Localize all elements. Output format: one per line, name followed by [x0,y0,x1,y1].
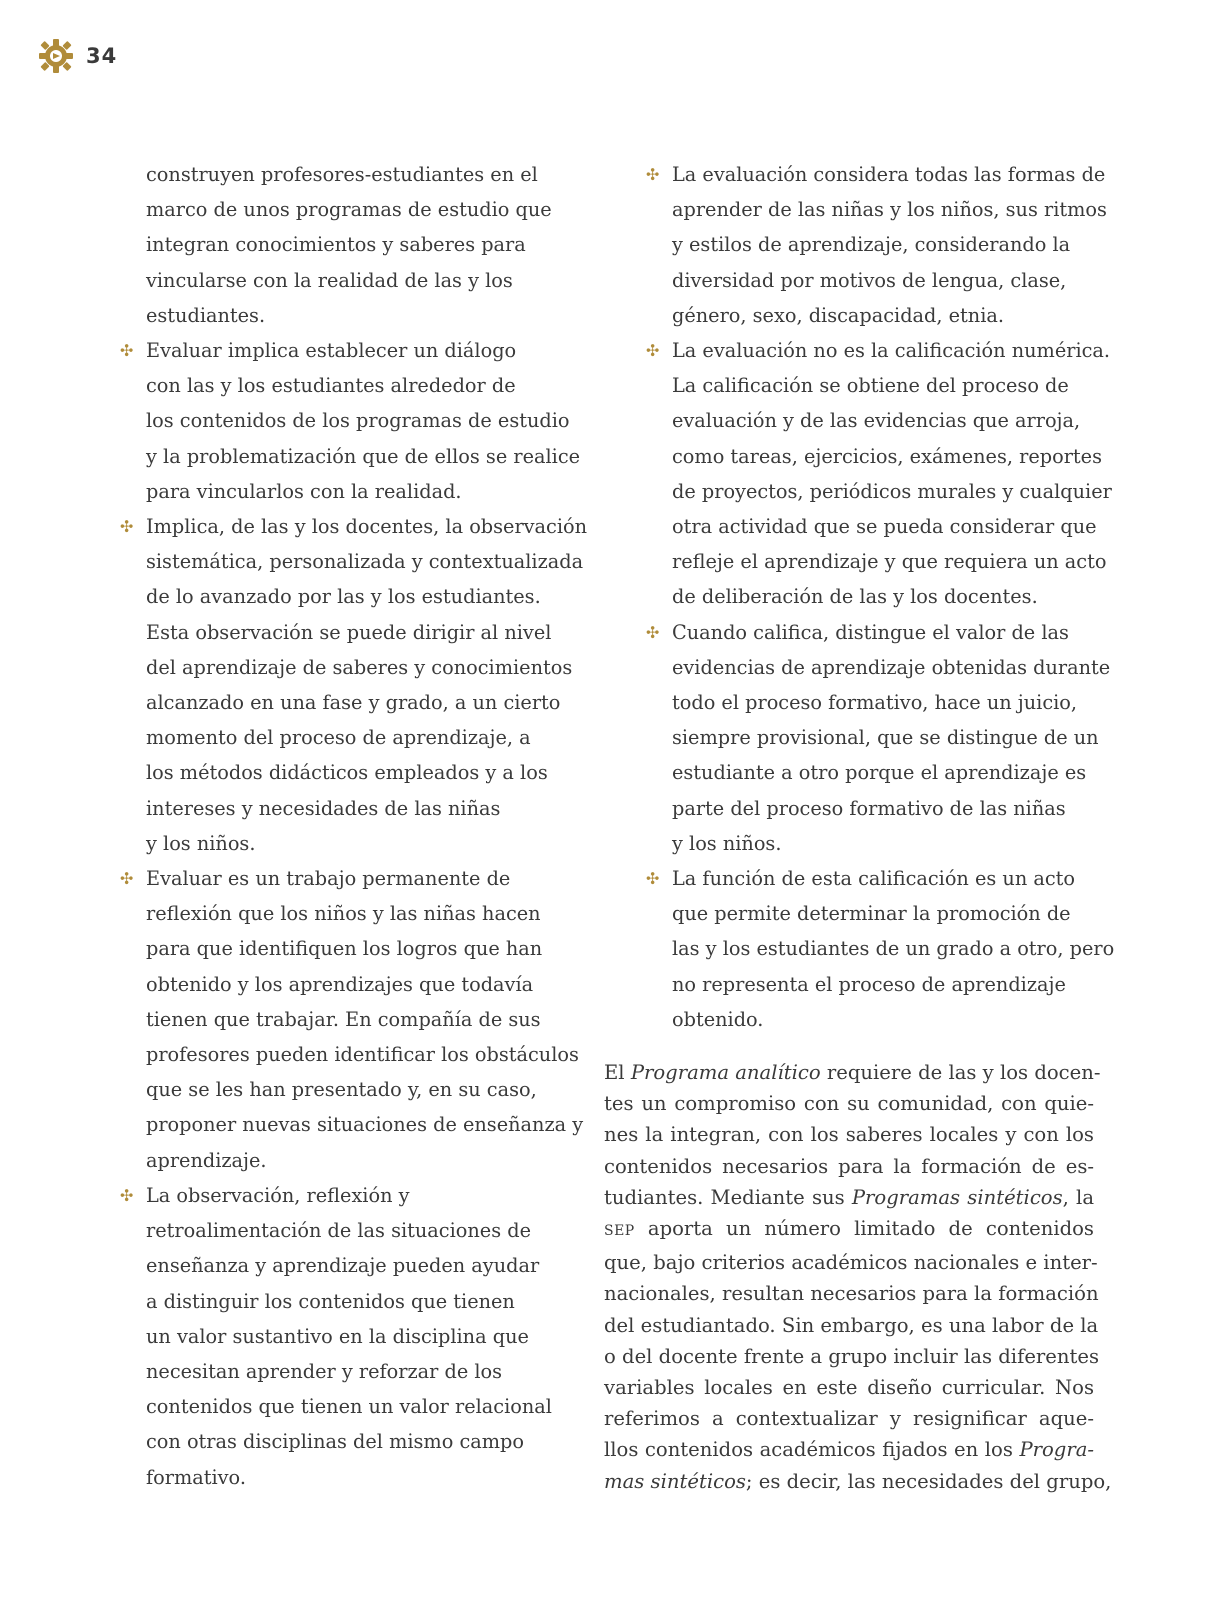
text-line [644,439,1102,474]
text-line [118,1248,588,1283]
bullet-icon: ✣ [120,517,134,537]
paragraph-line [604,1057,1101,1088]
text-line [644,298,1094,333]
line-text: Cuando califica, distingue el valor de las [672,620,1069,644]
line-text: los métodos didácticos empleados y a los [146,761,548,785]
text-line [644,826,1094,861]
line-text: que se les han presentado y, en su caso, [146,1078,537,1102]
paragraph-line [604,1434,1094,1465]
italic-term: Progra- [1019,1438,1094,1462]
line-text: y los niños. [146,831,256,855]
text-line [644,650,1111,685]
text-line [118,227,588,262]
line-text: de proyectos, periódicos murales y cualquier [672,479,1112,503]
text-line [118,1107,588,1142]
line-text: evidencias de aprendizaje obtenidas durante [672,655,1111,679]
line-text: construyen profesores-estudiantes en el [146,163,538,186]
text-line [118,931,588,966]
line-text: alcanzado en una fase y grado, a un cierto [146,691,561,715]
line-text: La observación, reflexión y [146,1183,410,1207]
line-text: parte del proceso formativo de las niñas [672,796,1066,820]
body-paragraph [604,1057,1112,1497]
text-line [118,403,588,438]
bullet-item-line [118,861,588,896]
line-text: del aprendizaje de saberes y conocimientos [146,655,573,679]
line-text: como tareas, ejercicios, exámenes, reportes [672,444,1102,468]
line-text: obtenido y los aprendizajes que todavía [146,972,534,996]
text-line [644,403,1094,438]
text-line [118,439,588,474]
italic-term: Programa analítico [630,1061,821,1084]
line-text: para que identifiquen los logros que han [146,937,543,961]
text-line [118,544,588,579]
text-line [644,755,1094,790]
line-segment: o del docente frente a grupo incluir las diferentes [604,1344,1100,1368]
line-text: La evaluación considera todas las formas de [672,163,1106,186]
text-line [118,368,588,403]
text-line [118,263,588,298]
line-text: estudiante a otro porque el aprendizaje es [672,761,1087,785]
line-text: formativo. [146,1465,246,1489]
line-text: vincularse con la realidad de las y los [146,268,513,292]
page-header [36,36,117,76]
paragraph-line [604,1088,1094,1119]
bullet-icon: ✣ [646,341,660,361]
line-text: momento del proceso de aprendizaje, a [146,726,531,750]
line-text: no representa el proceso de aprendizaje [672,972,1066,996]
line-segment: , la [1062,1185,1095,1209]
paragraph-line [604,1466,1112,1497]
acronym: SEP [604,1223,635,1240]
bullet-item-line [118,509,588,544]
text-line [118,720,588,755]
text-line [644,967,1094,1002]
line-text: retroalimentación de las situaciones de [146,1219,531,1243]
line-segment: nes la integran, con los saberes locales y con los [604,1123,1094,1147]
right-column [644,157,1115,1037]
line-text: un valor sustantivo en la disciplina que [146,1324,529,1348]
line-text: aprender de las niñas y los niños, sus ritmos [672,198,1107,222]
line-text: las y los estudiantes de un grado a otro, pero [672,937,1115,961]
line-text: aprendizaje. [146,1148,267,1172]
bullet-icon: ✣ [646,165,660,184]
text-line [118,826,588,861]
line-segment: que, bajo criterios académicos nacionales e inter- [604,1251,1098,1275]
text-line [118,1072,588,1107]
bullet-icon: ✣ [646,622,660,642]
bullet-icon: ✣ [646,869,660,889]
italic-term: mas sintéticos [604,1469,746,1493]
line-text: con las y los estudiantes alrededor de [146,374,516,398]
line-text: estudiantes. [146,303,266,327]
line-segment: tes un compromiso con su comunidad, con quie- [604,1092,1094,1116]
text-line [644,509,1097,544]
page-number: 34 [86,44,118,68]
text-line [644,544,1107,579]
line-segment: variables locales en este diseño curricular. Nos [604,1376,1094,1400]
line-text: refleje el aprendizaje y que requiera un acto [672,550,1107,574]
text-line [644,579,1094,614]
line-text: obtenido. [672,1007,764,1031]
text-line [644,1002,1094,1037]
text-line [118,755,588,790]
line-text: integran conocimientos y saberes para [146,233,526,257]
paragraph-line [604,1213,1094,1247]
text-line [644,227,1094,262]
text-line [118,896,588,931]
text-line [118,650,588,685]
line-segment: tudiantes. Mediante sus [604,1185,852,1209]
paragraph-line [604,1310,1099,1341]
paragraph-line [604,1403,1094,1434]
line-text: Esta observación se puede dirigir al nivel [146,620,552,644]
bullet-item-line [118,333,588,368]
paragraph-line [604,1372,1094,1403]
text-line [118,1354,588,1389]
line-text: Evaluar implica establecer un diálogo [146,339,517,363]
text-line [118,1460,588,1495]
text-line [644,368,1094,403]
paragraph-line [604,1341,1100,1372]
bullet-item-line [644,333,1111,368]
text-line [118,791,588,826]
line-text: marco de unos programas de estudio que [146,198,552,222]
line-text: todo el proceso formativo, hace un juicio, [672,691,1078,715]
line-text: La función de esta calificación es un acto [672,867,1076,891]
text-line [644,791,1094,826]
text-line [118,615,588,650]
bullet-item-line [644,615,1094,650]
text-line [118,1002,588,1037]
line-segment: llos contenidos académicos fijados en los [604,1438,1020,1462]
line-segment: El [604,1061,631,1084]
line-segment: ; es decir, las necesidades del grupo, [745,1469,1112,1493]
line-text: evaluación y de las evidencias que arroja, [672,409,1081,433]
line-text: que permite determinar la promoción de [672,902,1071,926]
line-text: con otras disciplinas del mismo campo [146,1430,524,1454]
line-text: intereses y necesidades de las niñas [146,796,501,820]
text-line [118,1143,588,1178]
bullet-icon: ✣ [120,1185,134,1205]
text-line [644,192,1107,227]
paragraph-line [604,1151,1094,1182]
bullet-icon: ✣ [120,869,134,889]
line-text: profesores pueden identificar los obstáculos [146,1043,579,1067]
left-column [118,157,588,1495]
text-line [118,1424,588,1459]
line-text: La calificación se obtiene del proceso de [672,374,1069,398]
text-line [118,1284,588,1319]
line-text: de deliberación de las y los docentes. [672,585,1038,609]
text-line [118,579,588,614]
text-line [644,474,1112,509]
line-text: Evaluar es un trabajo permanente de [146,867,511,891]
line-text: diversidad por motivos de lengua, clase, [672,268,1067,292]
line-text: Implica, de las y los docentes, la observación [146,515,588,539]
paragraph-line [604,1182,1094,1213]
gold-cog-emblem-icon [36,36,76,76]
line-text: siempre provisional, que se distingue de un [672,726,1099,750]
line-text: y estilos de aprendizaje, considerando la [672,233,1071,257]
text-line [118,1213,588,1248]
text-line [118,298,588,333]
text-line [118,1319,588,1354]
line-text: proponer nuevas situaciones de enseñanza y [146,1113,584,1137]
bullet-item-line [118,1178,588,1213]
text-line [118,1389,588,1424]
line-segment: referimos a contextualizar y resignificar aque- [604,1407,1094,1431]
text-line [118,192,588,227]
line-text: otra actividad que se pueda considerar que [672,515,1097,539]
line-segment: contenidos necesarios para la formación de es- [604,1154,1094,1178]
paragraph-line [604,1247,1098,1278]
line-segment: del estudiantado. Sin embargo, es una labor de la [604,1313,1099,1337]
text-line [644,896,1094,931]
text-line [118,967,588,1002]
line-text: y los niños. [672,831,782,855]
text-line [644,263,1094,298]
text-line [644,931,1115,966]
line-text: y la problematización que de ellos se realice [146,444,581,468]
line-text: contenidos que tienen un valor relacional [146,1395,552,1419]
text-line [644,685,1094,720]
line-text: reflexión que los niños y las niñas hacen [146,902,541,926]
line-segment: requiere de las y los docen- [820,1061,1101,1084]
text-line [118,157,588,192]
line-segment: nacionales, resultan necesarios para la formación [604,1282,1099,1306]
bullet-item-line [644,861,1094,896]
line-segment: aporta un número limitado de contenidos [634,1217,1094,1241]
line-text: género, sexo, discapacidad, etnia. [672,303,1005,327]
paragraph-line [604,1278,1099,1309]
line-text: necesitan aprender y reforzar de los [146,1359,503,1383]
line-text: los contenidos de los programas de estudio [146,409,570,433]
text-line [118,1037,588,1072]
text-line [118,685,588,720]
line-text: para vincularlos con la realidad. [146,479,462,503]
bullet-item-line [644,157,1106,192]
line-text: enseñanza y aprendizaje pueden ayudar [146,1254,540,1278]
bullet-icon: ✣ [120,341,134,361]
line-text: sistemática, personalizada y contextualizada [146,550,584,574]
line-text: a distinguir los contenidos que tienen [146,1289,515,1313]
text-line [644,720,1099,755]
line-text: La evaluación no es la calificación numérica. [672,339,1111,363]
italic-term: Programas sintéticos [851,1185,1063,1209]
line-text: tienen que trabajar. En compañía de sus [146,1007,541,1031]
text-line [118,474,588,509]
paragraph-line [604,1119,1094,1150]
line-text: de lo avanzado por las y los estudiantes. [146,585,541,609]
